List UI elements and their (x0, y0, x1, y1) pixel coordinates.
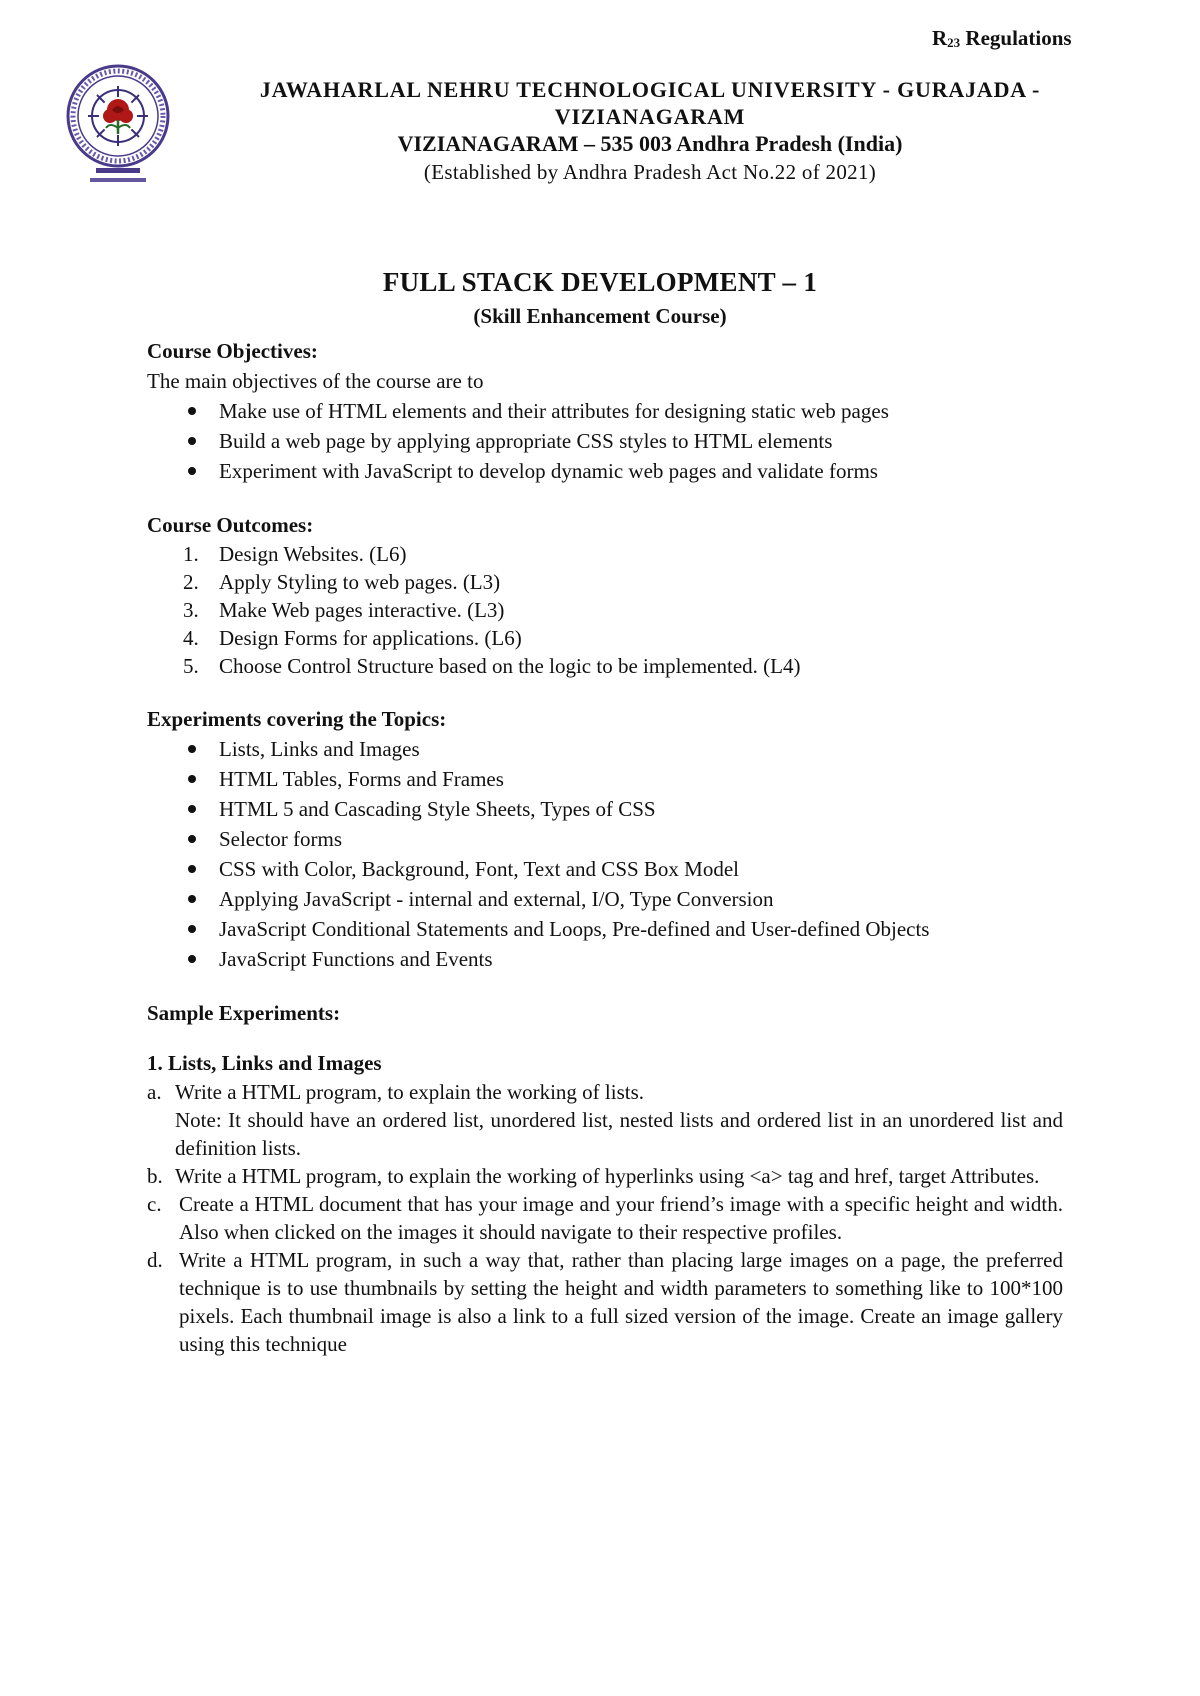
list-number: 3. (183, 598, 199, 622)
outcomes-list (147, 540, 1063, 680)
regulations-sub: 23 (947, 35, 961, 50)
outcomes-heading: Course Outcomes: (147, 513, 314, 537)
regulations-prefix: R (932, 26, 948, 50)
item-key: b. (147, 1164, 163, 1188)
university-name-line2: VIZIANAGARAM (554, 104, 746, 129)
objectives-list (147, 396, 1063, 486)
list-number: 1. (183, 542, 199, 566)
list-item: Build a web page by applying appropriate CSS styles to HTML elements (147, 426, 1063, 456)
list-item: CSS with Color, Background, Font, Text and CSS Box Model (147, 854, 1063, 884)
list-item: Lists, Links and Images (147, 734, 1063, 764)
sample-experiments-heading: Sample Experiments: (147, 1001, 341, 1025)
list-item: Applying JavaScript - internal and external, I/O, Type Conversion (147, 884, 1063, 914)
list-number: 2. (183, 570, 199, 594)
list-item (147, 624, 1063, 652)
list-item (147, 540, 1063, 568)
university-address: VIZIANAGARAM – 535 003 Andhra Pradesh (India) (397, 131, 903, 156)
list-item (147, 652, 1063, 680)
regulations-suffix: Regulations (960, 26, 1072, 50)
item-key: d. (147, 1248, 163, 1272)
list-item: HTML 5 and Cascading Style Sheets, Types of CSS (147, 794, 1063, 824)
list-item: Experiment with JavaScript to develop dynamic web pages and validate forms (147, 456, 1063, 486)
list-item (147, 596, 1063, 624)
list-item (147, 568, 1063, 596)
experiment-item-b (147, 1162, 1063, 1190)
course-subtitle: (Skill Enhancement Course) (473, 304, 727, 328)
university-logo-icon (66, 60, 170, 194)
item-text: Write a HTML program, to explain the working of hyperlinks using <a> tag and href, target Attributes. (175, 1164, 1040, 1188)
experiment-item-a (147, 1078, 1063, 1106)
experiment-note: Note: It should have an ordered list, unordered list, nested lists and ordered list in an unordered list and definition lists. (175, 1108, 1063, 1160)
list-number: 4. (183, 626, 199, 650)
experiment-section-title: 1. Lists, Links and Images (147, 1051, 382, 1075)
item-text: Create a HTML document that has your image and your friend’s image with a specific height and width. Also when clicked on the images it should navigate to their respective profiles. (179, 1192, 1063, 1244)
topics-list (147, 734, 1063, 974)
experiment-item-d (147, 1246, 1063, 1358)
list-item: Selector forms (147, 824, 1063, 854)
list-item: Make use of HTML elements and their attributes for designing static web pages (147, 396, 1063, 426)
university-name-line1: JAWAHARLAL NEHRU TECHNOLOGICAL UNIVERSITY - GURAJADA - (259, 77, 1041, 102)
list-text: Apply Styling to web pages. (L3) (219, 570, 501, 594)
experiment-item-c (147, 1190, 1063, 1246)
university-established: (Established by Andhra Pradesh Act No.22 of 2021) (423, 160, 877, 184)
list-text: Choose Control Structure based on the logic to be implemented. (L4) (219, 654, 801, 678)
document-body (147, 336, 1063, 1358)
list-number: 5. (183, 654, 199, 678)
experiment-list (147, 1078, 1063, 1358)
item-text: Write a HTML program, to explain the working of lists. (175, 1080, 645, 1104)
objectives-heading: Course Objectives: (147, 339, 318, 363)
item-text: Write a HTML program, in such a way that, rather than placing large images on a page, the preferred technique is to use thumbnails by setting the height and width parameters to something like to 100*100 pixels. Each thumbnail image is also a link to a full sized version of the image. Create an image gallery using this technique (179, 1248, 1063, 1356)
list-item: JavaScript Conditional Statements and Loops, Pre-defined and User-defined Objects (147, 914, 1063, 944)
objectives-intro: The main objectives of the course are to (147, 369, 484, 393)
list-item: HTML Tables, Forms and Frames (147, 764, 1063, 794)
list-text: Design Forms for applications. (L6) (219, 626, 522, 650)
regulations-label (932, 26, 1072, 51)
item-key: a. (147, 1080, 162, 1104)
course-title: FULL STACK DEVELOPMENT – 1 (382, 267, 818, 297)
university-header (180, 76, 1120, 186)
item-key: c. (147, 1192, 162, 1216)
topics-heading: Experiments covering the Topics: (147, 707, 447, 731)
list-text: Design Websites. (L6) (219, 542, 407, 566)
list-text: Make Web pages interactive. (L3) (219, 598, 505, 622)
list-item: JavaScript Functions and Events (147, 944, 1063, 974)
